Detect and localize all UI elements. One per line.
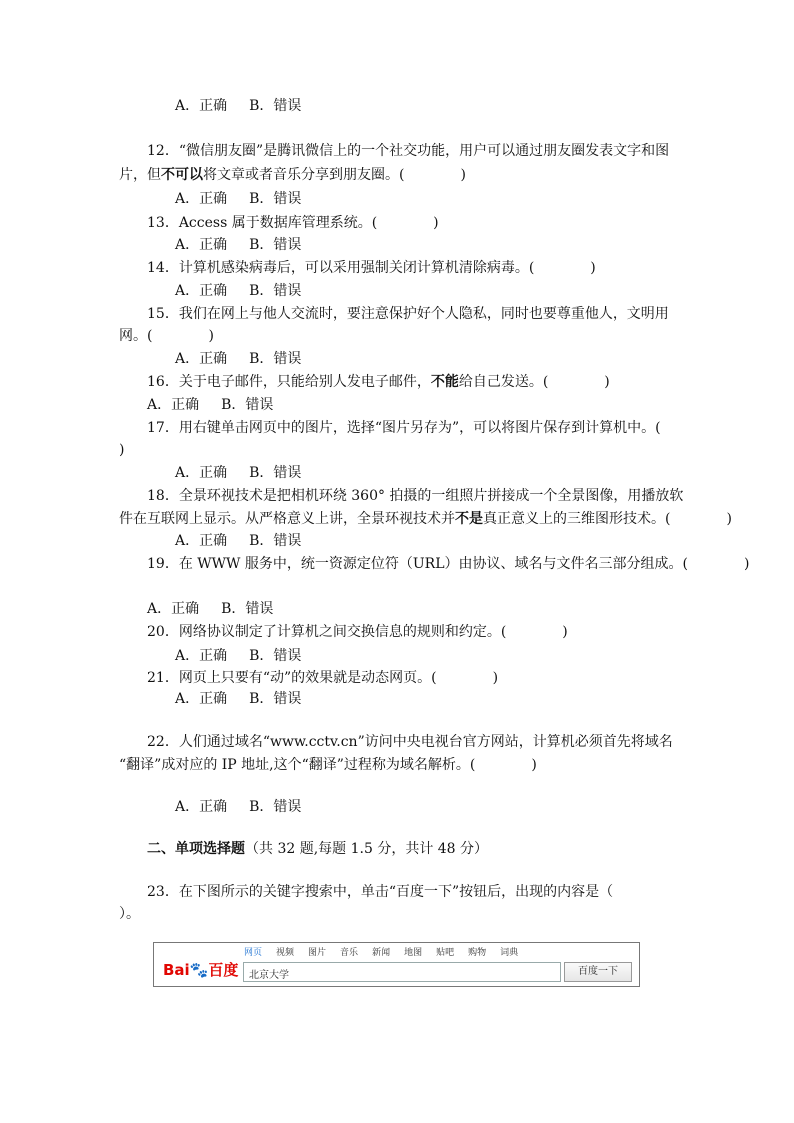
question-18-line2: 件在互联网上显示。从严格意义上讲，全景环视技术并不是真正意义上的三维图形技术。( ) — [119, 511, 732, 527]
options-row: A．正确 B．错误 — [175, 648, 302, 664]
question-17-line1: 17．用右键单击网页中的图片，选择“图片另存为”，可以将图片保存到计算机中。( — [147, 420, 661, 436]
section-heading: 二、单项选择题（共 32 题,每题 1.5 分，共计 48 分） — [147, 841, 489, 857]
question-22-line1: 22．人们通过域名“www.cctv.cn”访问中央电视台官方网站，计算机必须首先将域名 — [147, 734, 673, 750]
tab-map[interactable]: 地图 — [404, 948, 423, 958]
options-row: A．正确 B．错误 — [175, 237, 302, 253]
options-row: A．正确 B．错误 — [175, 351, 302, 367]
paw-icon: 🐾 — [189, 961, 209, 979]
tab-news[interactable]: 新闻 — [372, 948, 391, 958]
option-a: A．正确 — [175, 98, 228, 114]
tab-dictionary[interactable]: 词典 — [500, 948, 519, 958]
tab-web[interactable]: 网页 — [244, 948, 263, 958]
question-14: 14．计算机感染病毒后，可以采用强制关闭计算机清除病毒。( ) — [147, 260, 596, 276]
options-row: A．正确 B．错误 — [175, 691, 302, 707]
question-19: 19．在 WWW 服务中，统一资源定位符（URL）由协议、域名与文件名三部分组成。( ) — [147, 556, 750, 572]
question-13: 13．Access 属于数据库管理系统。( ) — [147, 215, 439, 231]
question-21: 21．网页上只要有“动”的效果就是动态网页。( ) — [147, 670, 499, 686]
options-row: A．正确 B．错误 — [147, 601, 274, 617]
question-12-line2: 片，但不可以将文章或者音乐分享到朋友圈。( ) — [119, 167, 466, 183]
question-16: 16．关于电子邮件，只能给别人发电子邮件，不能给自己发送。( ) — [147, 374, 610, 390]
options-row: A．正确 B．错误 — [175, 465, 302, 481]
question-22-line2: “翻译”成对应的 IP 地址,这个“翻译”过程称为域名解析。( ) — [119, 757, 537, 773]
search-button[interactable]: 百度一下 — [564, 962, 632, 982]
question-12-line1: 12．“微信朋友圈”是腾讯微信上的一个社交功能，用户可以通过朋友圈发表文字和图 — [147, 143, 670, 159]
tab-music[interactable]: 音乐 — [340, 948, 359, 958]
question-18-line1: 18．全景环视技术是把相机环绕 360° 拍摄的一组照片拼接成一个全景图像，用播放软 — [147, 488, 684, 504]
options-row: A．正确 B．错误 — [175, 799, 302, 815]
question-17-line2: ) — [119, 442, 125, 458]
option-b: B．错误 — [249, 98, 302, 114]
options-row — [175, 97, 301, 115]
baidu-search-figure — [153, 942, 640, 987]
question-15-line2: 网。( ) — [119, 328, 214, 344]
question-15-line1: 15．我们在网上与他人交流时，要注意保护好个人隐私，同时也要尊重他人，文明用 — [147, 306, 669, 322]
question-23-line2: ）。 — [119, 906, 140, 922]
baidu-logo: Bai🐾百度 — [163, 961, 239, 979]
tab-shopping[interactable]: 购物 — [468, 948, 487, 958]
options-row: A．正确 B．错误 — [147, 397, 274, 413]
baidu-tabs — [244, 945, 532, 958]
tab-tieba[interactable]: 贴吧 — [436, 948, 455, 958]
options-row: A．正确 B．错误 — [175, 191, 302, 207]
tab-image[interactable]: 图片 — [308, 948, 327, 958]
question-23-line1: 23．在下图所示的关键字搜索中，单击“百度一下”按钮后，出现的内容是（ — [147, 884, 614, 900]
tab-video[interactable]: 视频 — [276, 948, 295, 958]
options-row: A．正确 B．错误 — [175, 283, 302, 299]
options-row: A．正确 B．错误 — [175, 533, 302, 549]
question-20: 20．网络协议制定了计算机之间交换信息的规则和约定。( ) — [147, 624, 568, 640]
search-input[interactable]: 北京大学 — [243, 962, 561, 982]
